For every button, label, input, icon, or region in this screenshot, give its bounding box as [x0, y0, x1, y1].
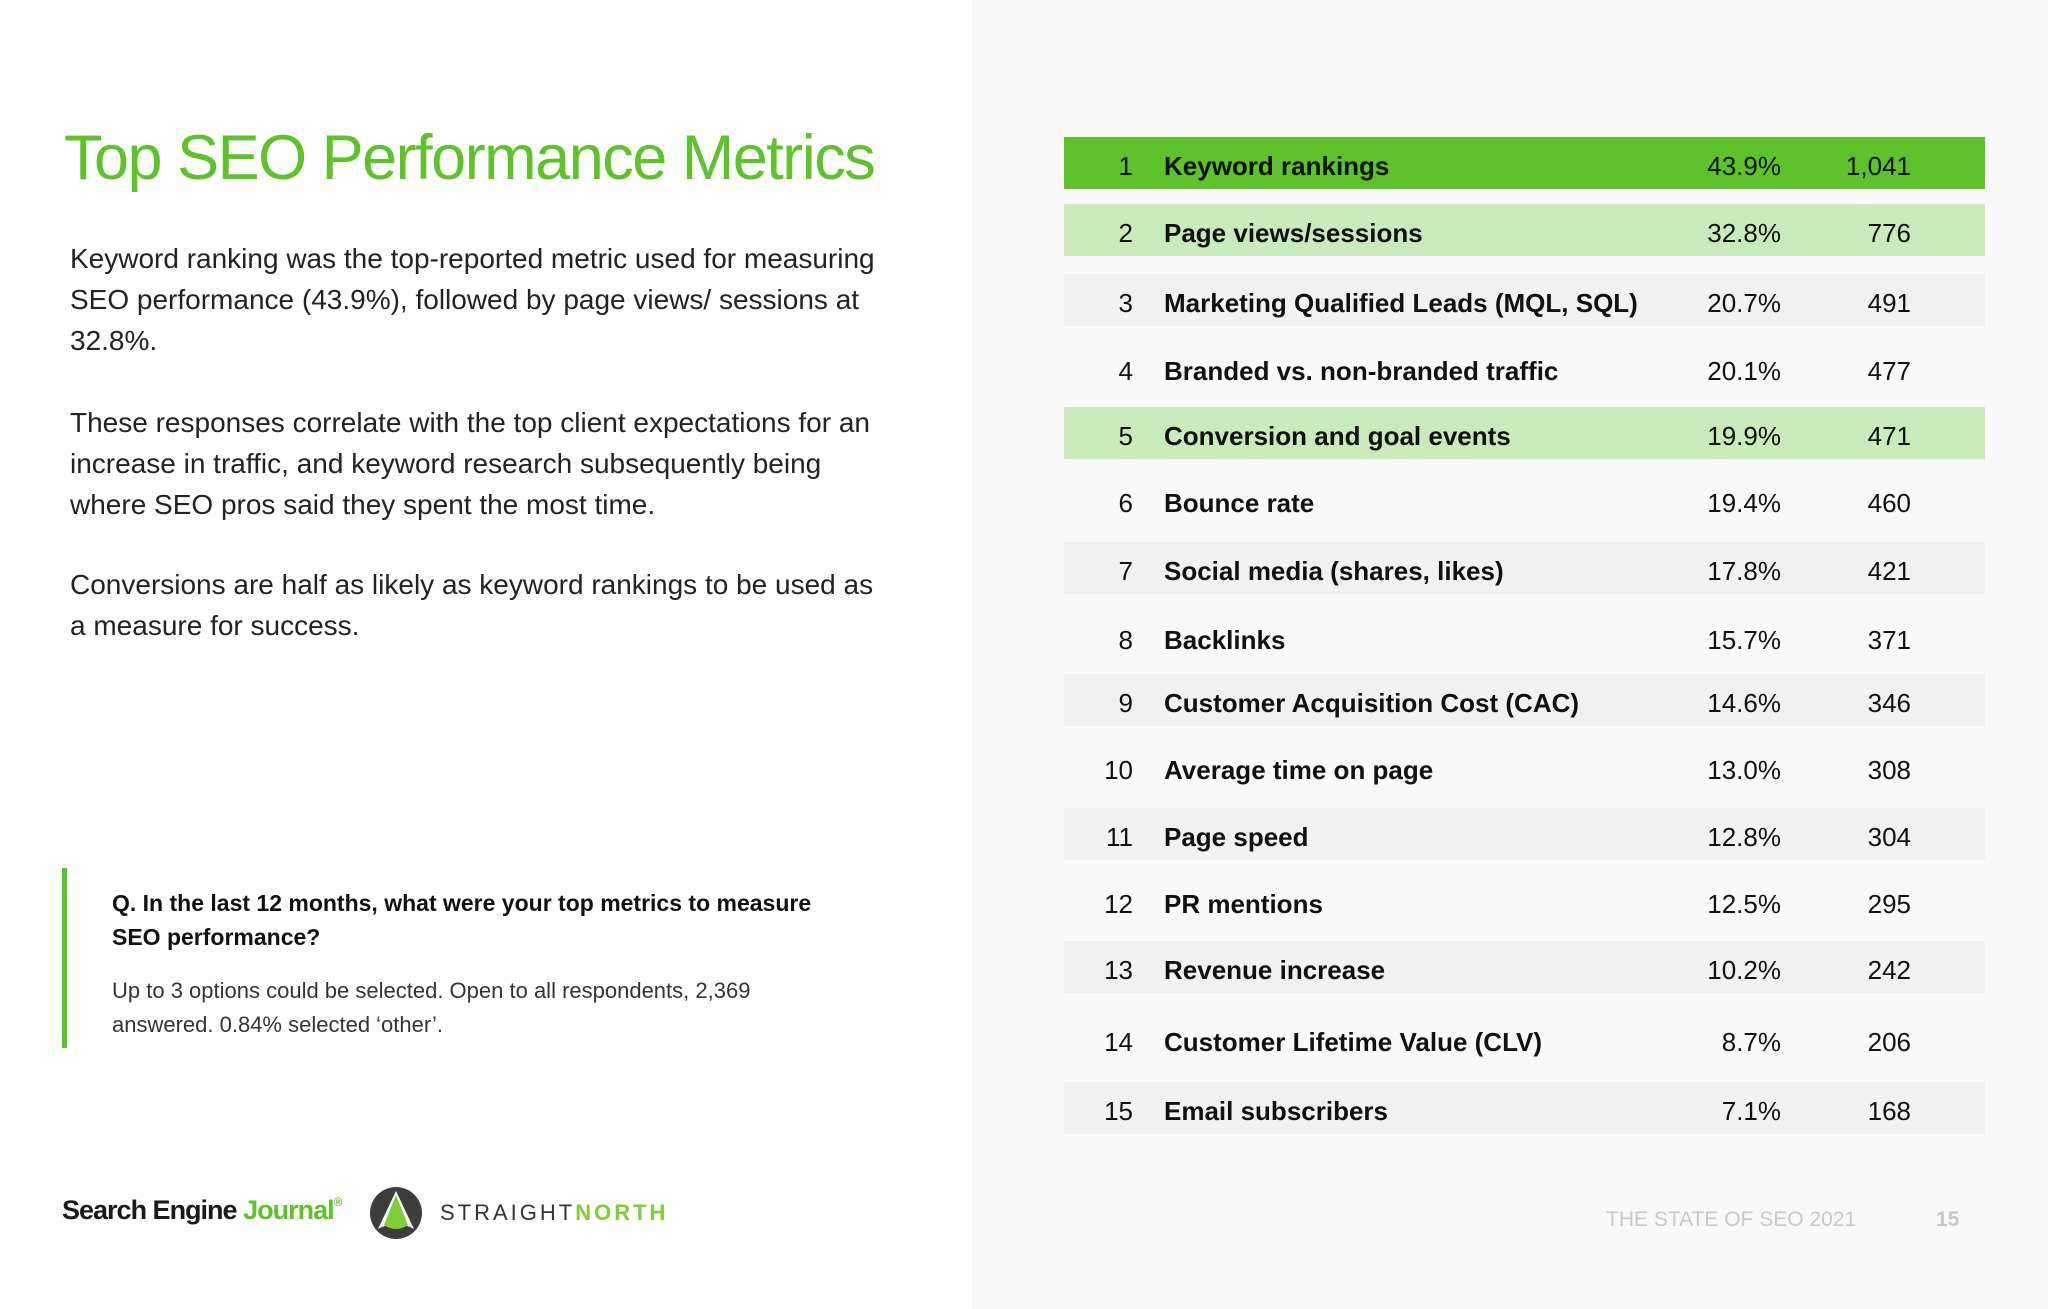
count-cell: 206 — [1867, 1027, 1911, 1057]
metric-cell: Social media (shares, likes) — [1164, 556, 1504, 586]
table-row — [1064, 1013, 1985, 1065]
percent-cell: 20.7% — [1707, 288, 1781, 318]
metric-cell: Bounce rate — [1164, 488, 1315, 518]
intro-paragraph: Keyword ranking was the top-reported metric used for measuring SEO performance (43.9%), followed by page views/ sessions at 32.8%. — [70, 243, 875, 356]
rank-cell: 5 — [1118, 421, 1133, 451]
count-cell: 471 — [1867, 421, 1911, 451]
table-row — [1064, 941, 1985, 993]
rank-cell: 9 — [1118, 688, 1133, 718]
metric-cell: Backlinks — [1164, 625, 1286, 655]
rank-cell: 1 — [1118, 151, 1133, 181]
straight-north-logo-icon — [368, 1185, 424, 1241]
percent-cell: 43.9% — [1707, 151, 1781, 181]
table-row — [1064, 741, 1985, 793]
table-row — [1064, 875, 1985, 927]
count-cell: 308 — [1867, 755, 1911, 785]
rank-cell: 13 — [1104, 955, 1133, 985]
rank-cell: 12 — [1104, 889, 1133, 919]
table-row — [1064, 1082, 1985, 1134]
count-cell: 304 — [1867, 822, 1911, 852]
count-cell: 242 — [1867, 955, 1911, 985]
report-label: THE STATE OF SEO 2021 — [1606, 1208, 1857, 1231]
survey-question: Q. In the last 12 months, what were your top metrics to measure SEO performance? — [112, 890, 812, 950]
rank-cell: 4 — [1118, 356, 1133, 386]
table-row — [1064, 674, 1985, 726]
sej-logo-primary: Search Engine — [62, 1195, 237, 1225]
rank-cell: 15 — [1104, 1096, 1133, 1126]
percent-cell: 14.6% — [1707, 688, 1781, 718]
metric-cell: Page speed — [1164, 822, 1309, 852]
sej-logo-secondary: Journal — [243, 1195, 334, 1225]
straight-north-secondary: NORTH — [575, 1200, 669, 1225]
metric-cell: Branded vs. non-branded traffic — [1164, 356, 1559, 386]
count-cell: 346 — [1867, 688, 1911, 718]
metric-cell: Customer Lifetime Value (CLV) — [1164, 1027, 1543, 1057]
percent-cell: 32.8% — [1707, 218, 1781, 248]
sej-logo — [62, 1195, 341, 1226]
table-row — [1064, 542, 1985, 594]
count-cell: 1,041 — [1845, 151, 1911, 181]
straight-north-primary: STRAIGHT — [440, 1200, 576, 1225]
conversion-paragraph: Conversions are half as likely as keyword rankings to be used as a measure for success. — [70, 569, 874, 641]
metric-cell: Email subscribers — [1164, 1096, 1388, 1126]
percent-cell: 8.7% — [1721, 1027, 1781, 1057]
rank-cell: 10 — [1104, 755, 1133, 785]
percent-cell: 17.8% — [1707, 556, 1781, 586]
count-cell: 168 — [1867, 1096, 1911, 1126]
table-row — [1064, 342, 1985, 394]
count-cell: 776 — [1867, 218, 1911, 248]
percent-cell: 15.7% — [1707, 625, 1781, 655]
count-cell: 371 — [1867, 625, 1911, 655]
correlation-paragraph: These responses correlate with the top client expectations for an increase in traffic, and keyword research subsequently being where SEO pros said they spent the most time. — [70, 407, 870, 520]
count-cell: 477 — [1867, 356, 1911, 386]
page-title: Top SEO Performance Metrics — [64, 123, 875, 193]
metric-cell: Marketing Qualified Leads (MQL, SQL) — [1164, 288, 1638, 318]
metric-cell: Conversion and goal events — [1164, 421, 1511, 451]
table-row — [1064, 204, 1985, 256]
straight-north-wordmark — [440, 1200, 668, 1226]
percent-cell: 12.8% — [1707, 822, 1781, 852]
table-row — [1064, 474, 1985, 526]
percent-cell: 20.1% — [1707, 356, 1781, 386]
metric-cell: Page views/sessions — [1164, 218, 1423, 248]
metric-cell: PR mentions — [1164, 889, 1323, 919]
count-cell: 460 — [1867, 488, 1911, 518]
metric-cell: Revenue increase — [1164, 955, 1386, 985]
table-row — [1064, 808, 1985, 860]
page-number: 15 — [1936, 1208, 1960, 1231]
percent-cell: 13.0% — [1707, 755, 1781, 785]
rank-cell: 2 — [1118, 218, 1133, 248]
rank-cell: 14 — [1104, 1027, 1133, 1057]
survey-note: Up to 3 options could be selected. Open to all respondents, 2,369 answered. 0.84% selected ‘other’. — [112, 978, 751, 1037]
table-row — [1064, 407, 1985, 459]
rank-cell: 11 — [1106, 822, 1133, 852]
rank-cell: 3 — [1118, 288, 1133, 318]
table-row — [1064, 611, 1985, 663]
rank-cell: 8 — [1118, 625, 1133, 655]
percent-cell: 10.2% — [1707, 955, 1781, 985]
sej-logo-reg: ® — [333, 1195, 342, 1209]
count-cell: 421 — [1867, 556, 1911, 586]
percent-cell: 19.4% — [1707, 488, 1781, 518]
count-cell: 491 — [1867, 288, 1911, 318]
count-cell: 295 — [1867, 889, 1911, 919]
metric-cell: Keyword rankings — [1164, 151, 1390, 181]
percent-cell: 12.5% — [1707, 889, 1781, 919]
question-callout — [62, 868, 867, 1048]
table-row — [1064, 274, 1985, 326]
metric-cell: Customer Acquisition Cost (CAC) — [1164, 688, 1580, 718]
percent-cell: 19.9% — [1707, 421, 1781, 451]
table-row — [1064, 137, 1985, 189]
rank-cell: 7 — [1118, 556, 1133, 586]
metric-cell: Average time on page — [1164, 755, 1434, 785]
rank-cell: 6 — [1118, 488, 1133, 518]
percent-cell: 7.1% — [1721, 1096, 1781, 1126]
